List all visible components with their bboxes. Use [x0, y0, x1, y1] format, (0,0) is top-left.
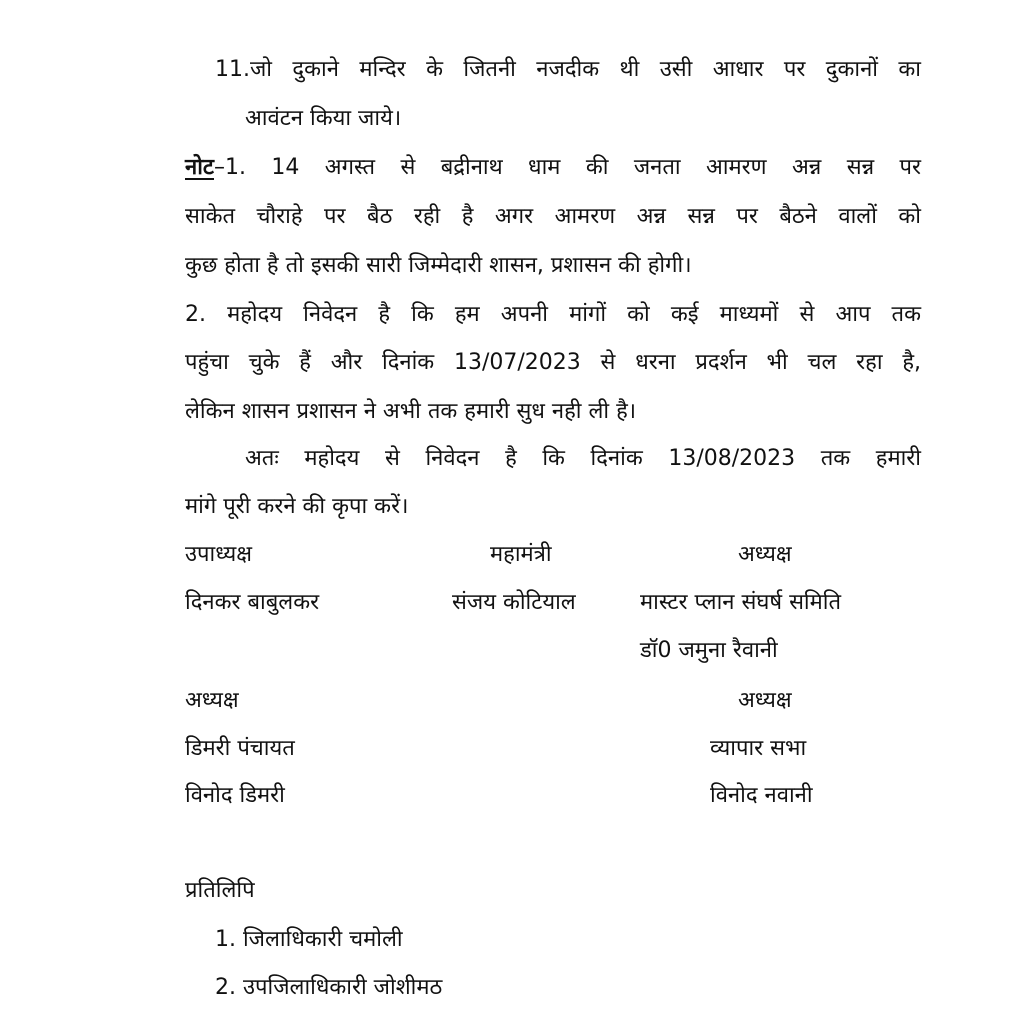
copy-to-item: 2. उपजिलाधिकारी जोशीमठ	[215, 975, 443, 1000]
vyapar-sabha-org: व्यापार सभा	[710, 736, 807, 761]
note-label: नोट	[185, 155, 214, 180]
president-name-2: विनोद डिमरी	[185, 783, 285, 808]
note-item-1-line-3: कुछ होता है तो इसकी सारी जिम्मेदारी शासन, प्रशासन की होगी।	[185, 253, 692, 278]
president-title-3: अध्यक्ष	[738, 688, 792, 713]
general-secretary-name: संजय कोटियाल	[452, 590, 576, 615]
president-title-2: अध्यक्ष	[185, 688, 239, 713]
copy-to-heading: प्रतिलिपि	[185, 878, 255, 903]
president-name-1: डॉ0 जमुना रैवानी	[640, 638, 778, 663]
dimri-panchayat-org: डिमरी पंचायत	[185, 736, 295, 761]
note-item-2-line-1: 2. महोदय निवेदन है कि हम अपनी मांगों को कई माध्यमों से आप तक	[185, 302, 921, 327]
president-title-1: अध्यक्ष	[738, 542, 792, 567]
president-name-3: विनोद नवानी	[710, 783, 813, 808]
point-11-line-1: 11.जो दुकाने मन्दिर के जितनी नजदीक थी उसी आधार पर दुकानों का	[215, 57, 921, 82]
note-item-1-line-1	[185, 153, 921, 183]
copy-to-item: 1. जिलाधिकारी चमोली	[215, 927, 403, 952]
master-plan-committee-org: मास्टर प्लान संघर्ष समिति	[640, 590, 842, 615]
vice-president-title: उपाध्यक्ष	[185, 542, 253, 567]
note-item-2-line-3: लेकिन शासन प्रशासन ने अभी तक हमारी सुध नही ली है।	[185, 399, 637, 424]
request-line-2: मांगे पूरी करने की कृपा करें।	[185, 494, 409, 519]
note-item-1-line-2: साकेत चौराहे पर बैठ रही है अगर आमरण अन्न सन्न पर बैठने वालों को	[185, 204, 921, 229]
vice-president-name: दिनकर बाबुलकर	[185, 590, 320, 615]
point-11-line-2: आवंटन किया जाये।	[245, 106, 402, 131]
note-item-1-text: –1. 14 अगस्त से बद्रीनाथ धाम की जनता आमरण अन्न सन्न पर	[214, 155, 921, 180]
general-secretary-title: महामंत्री	[490, 542, 552, 567]
request-line-1: अतः महोदय से निवेदन है कि दिनांक 13/08/2023 तक हमारी	[245, 446, 921, 471]
note-item-2-line-2: पहुंचा चुके हैं और दिनांक 13/07/2023 से धरना प्रदर्शन भी चल रहा है,	[185, 350, 921, 375]
